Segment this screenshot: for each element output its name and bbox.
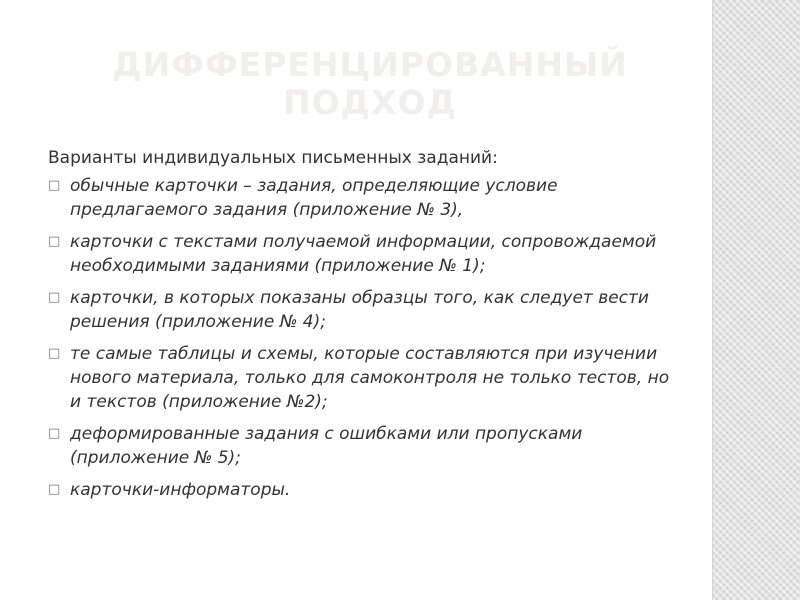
decorative-side-strip: [712, 0, 800, 600]
list-item: [48, 286, 678, 334]
list-item-text: те самые таблицы и схемы, которые составляются при изучении нового материала, только для самоконтроля не только тестов, но и текстов (приложение №2);: [70, 344, 670, 412]
list-item: [48, 478, 678, 502]
bullet-icon: □: [48, 234, 61, 249]
bullet-icon: □: [48, 290, 61, 305]
bullet-list: [48, 174, 678, 502]
slide-title: ДИФФЕРЕНЦИРОВАННЫЙ ПОДХОД: [112, 45, 628, 122]
intro-text: Варианты индивидуальных письменных заданий:: [48, 148, 498, 168]
list-item-text: карточки, в которых показаны образцы того, как следует вести решения (приложение № 4);: [70, 288, 649, 332]
list-item: [48, 342, 678, 414]
bullet-icon: □: [48, 346, 61, 361]
bullet-icon: □: [48, 426, 61, 441]
list-item: [48, 174, 678, 222]
slide-content: [48, 146, 678, 510]
list-item-text: обычные карточки – задания, определяющие условие предлагаемого задания (приложение № 3),: [70, 176, 558, 220]
list-item: [48, 422, 678, 470]
list-item-text: карточки-информаторы.: [70, 480, 291, 500]
list-item-text: деформированные задания с ошибками или пропусками (приложение № 5);: [70, 424, 583, 468]
bullet-icon: □: [48, 482, 61, 497]
list-item: [48, 230, 678, 278]
bullet-icon: □: [48, 178, 61, 193]
list-item-text: карточки с текстами получаемой информации, сопровождаемой необходимыми заданиями (приложение № 1);: [70, 232, 657, 276]
